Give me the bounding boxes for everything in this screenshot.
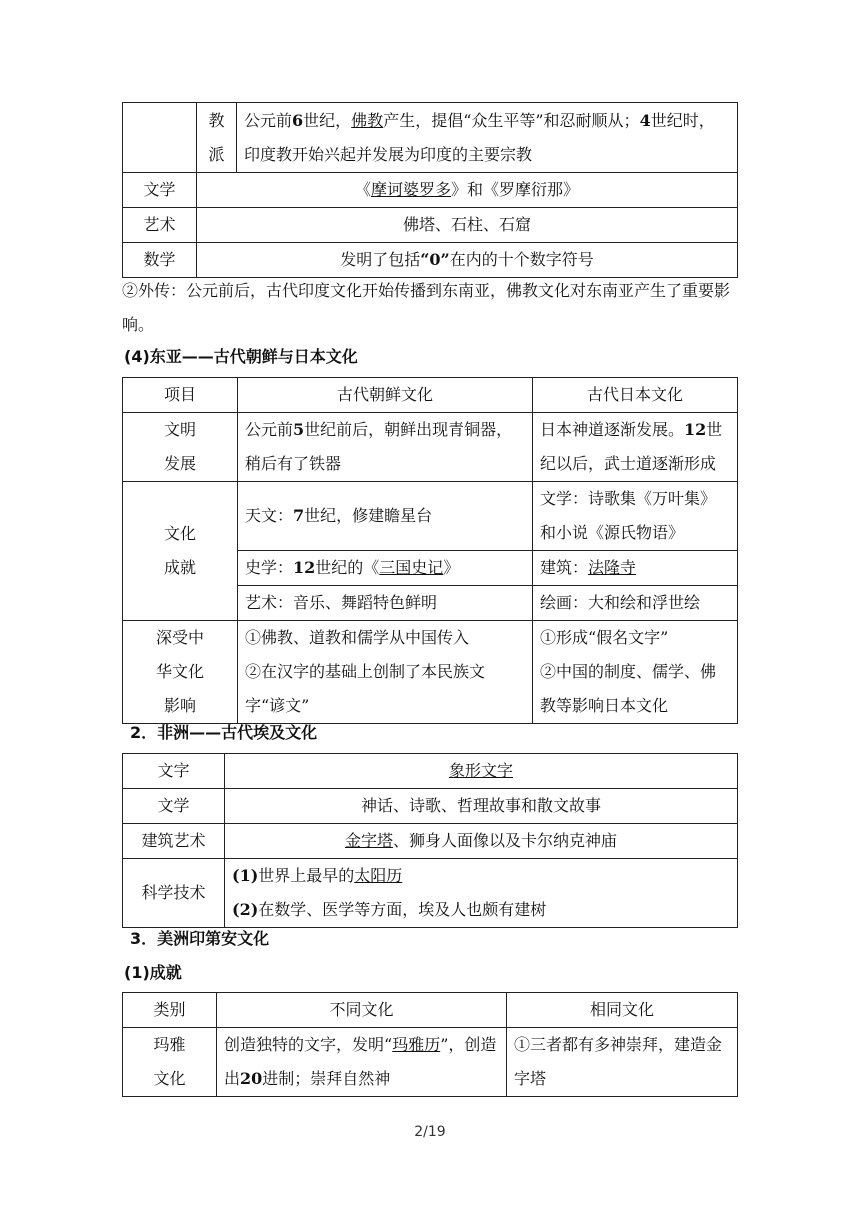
inf-japan-2: ②中国的制度、儒学、佛教等影响日本文化	[540, 662, 717, 715]
india-culture-table	[122, 102, 738, 278]
ach-japan-3: 绘画：大和绘和浮世绘	[533, 586, 738, 621]
inf-korea-1: ①佛教、道教和儒学从中国传入	[245, 628, 470, 647]
table-row	[123, 1028, 738, 1097]
table-header-row	[123, 993, 738, 1028]
table-row	[123, 789, 738, 824]
table-row	[123, 243, 738, 278]
inf-korea-2: ②在汉字的基础上创制了本民族文字“谚文”	[245, 662, 486, 715]
table-row	[123, 754, 738, 789]
column-header: 古代日本文化	[533, 378, 738, 413]
row-label: 数学	[123, 243, 197, 278]
spread-paragraph: ②外传：公元前后，古代印度文化开始传播到东南亚，佛教文化对东南亚产生了重要影响。	[122, 281, 731, 334]
art-value: 佛塔、石柱、石窟	[197, 208, 738, 243]
science-value: (1)世界上最早的太阳历 (2)在数学、医学等方面，埃及人也颇有建树	[225, 859, 738, 928]
script-value	[225, 754, 738, 789]
religion-text: 公元前6世纪，佛教产生，提倡“众生平等”和忍耐顺从；4世纪时，印度教开始兴起并发展为印度的主要宗教	[237, 103, 738, 173]
heading-africa: 2．非洲——古代埃及文化	[130, 723, 318, 742]
column-header: 项目	[123, 378, 238, 413]
table-row	[123, 103, 738, 173]
column-header: 相同文化	[507, 993, 738, 1028]
column-header: 不同文化	[217, 993, 507, 1028]
row-label: 文学	[123, 789, 225, 824]
heading-achievements: (1)成就	[124, 963, 182, 982]
america-table	[122, 992, 738, 1097]
row-label: 文学	[123, 173, 197, 208]
civ-japan: 日本神道逐渐发展。12世纪以后，武士道逐渐形成	[533, 413, 738, 482]
table-row	[123, 824, 738, 859]
literature-value: 《摩诃婆罗多》和《罗摩衍那》	[197, 173, 738, 208]
column-header: 古代朝鲜文化	[238, 378, 533, 413]
row-label: 文字	[123, 754, 225, 789]
page-number: 2/19	[414, 1124, 446, 1140]
heading-america: 3．美洲印第安文化	[130, 929, 270, 948]
table-header-row	[123, 378, 738, 413]
egypt-table	[122, 753, 738, 928]
script-value-text: 象形文字	[448, 761, 513, 780]
ach-korea-1: 天文：7世纪，修建瞻星台	[238, 482, 533, 551]
table-row	[123, 482, 738, 551]
east-asia-table	[122, 377, 738, 724]
table-row	[123, 173, 738, 208]
row-label: 艺术	[123, 208, 197, 243]
maya-text: 创造独特的文字，发明“玛雅历”，创造出20进制；崇拜自然神	[217, 1028, 507, 1097]
literature-value: 神话、诗歌、哲理故事和散文故事	[225, 789, 738, 824]
row-label: 建筑艺术	[123, 824, 225, 859]
heading-east-asia: (4)东亚——古代朝鲜与日本文化	[124, 347, 358, 366]
architecture-value: 金字塔、狮身人面像以及卡尔纳克神庙	[225, 824, 738, 859]
civ-label: 文明 发展	[123, 413, 238, 482]
inf-korea	[238, 621, 533, 724]
civ-korea: 公元前5世纪前后，朝鲜出现青铜器，稍后有了铁器	[238, 413, 533, 482]
ach-japan-2: 建筑：法隆寺	[533, 551, 738, 586]
ach-label: 文化 成就	[123, 482, 238, 621]
table-row	[123, 208, 738, 243]
table-cell	[123, 103, 197, 173]
table-row	[123, 413, 738, 482]
religion-label: 教 派	[197, 103, 237, 173]
inf-japan	[533, 621, 738, 724]
maya-label: 玛雅 文化	[123, 1028, 217, 1097]
inf-label: 深受中 华文化 影响	[123, 621, 238, 724]
ach-japan-1: 文学：诗歌集《万叶集》和小说《源氏物语》	[533, 482, 738, 551]
inf-japan-1: ①形成“假名文字”	[540, 628, 669, 647]
row-label: 科学技术	[123, 859, 225, 928]
ach-korea-2: 史学：12世纪的《三国史记》	[238, 551, 533, 586]
column-header: 类别	[123, 993, 217, 1028]
table-row	[123, 621, 738, 724]
ach-korea-3: 艺术：音乐、舞蹈特色鲜明	[238, 586, 533, 621]
table-row	[123, 859, 738, 928]
math-value: 发明了包括“0”在内的十个数字符号	[197, 243, 738, 278]
same-text: ①三者都有多神崇拜，建造金字塔	[507, 1028, 738, 1097]
